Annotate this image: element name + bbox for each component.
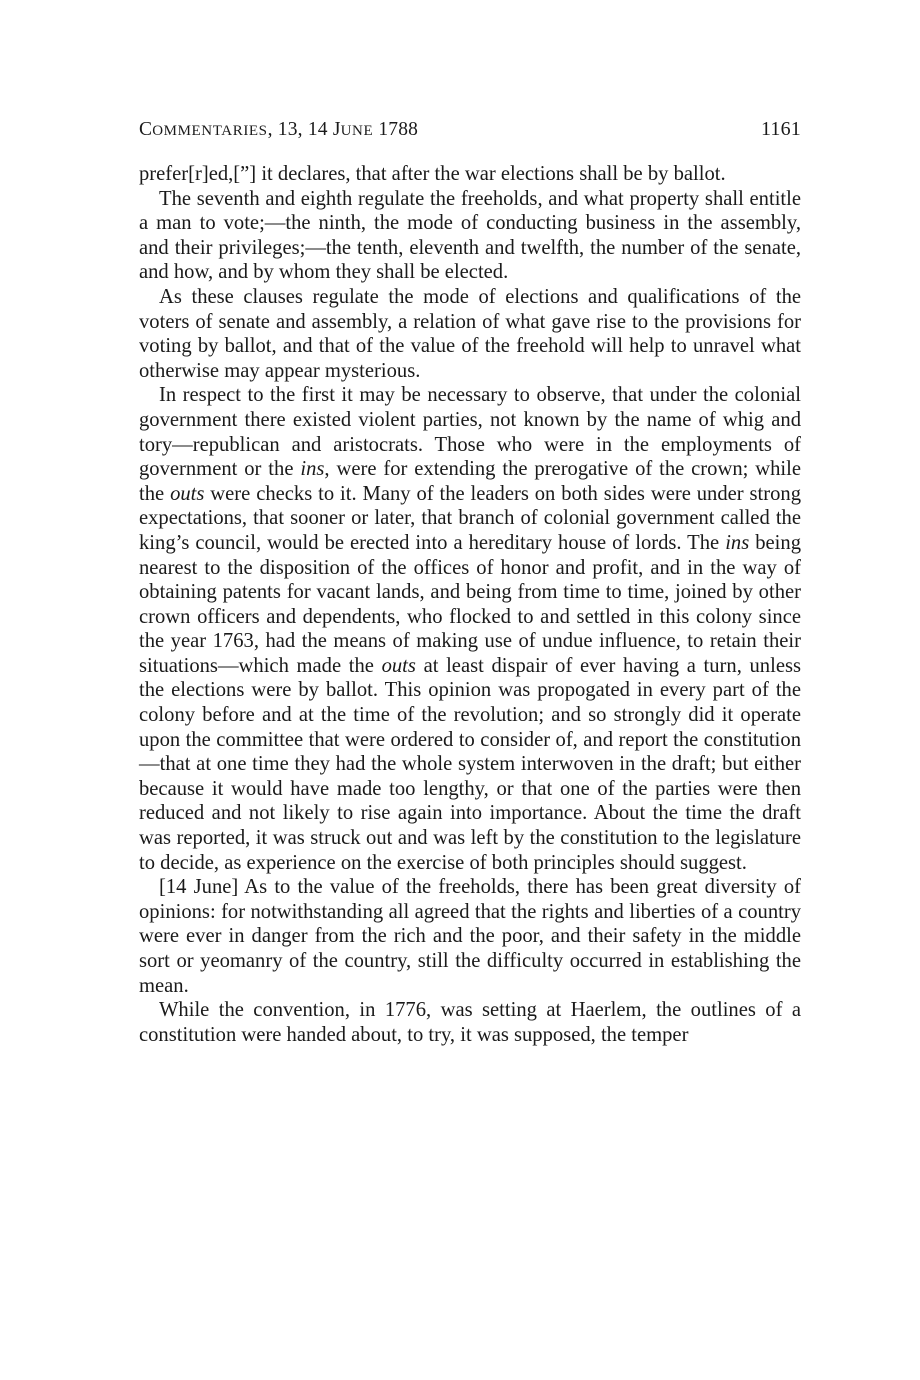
paragraph [139,998,801,1047]
italic-term-ins: ins [725,531,750,554]
paragraph [139,187,801,285]
italic-term-ins: ins [300,458,325,481]
paragraph [139,285,801,383]
text-run: , were for extending the prerogative of the crown; while the [139,458,801,505]
text-run: being nearest to the disposition of the offices of honor and profit, and in the way of obtaining patents for vacant lands, and being from time to time, joined by other crown officers and dependents, who flocked to and settled in this colony since the year 1763, had the means of making use of undue influence, to retain their situations—which made the [139,531,801,677]
running-head-title [139,119,418,141]
title-year: 1788 [373,119,419,140]
italic-term-outs: outs [170,482,205,505]
text-run: [14 June] As to the value of the freeholds, there has been great diversity of opinions: for notwithstanding all agreed that the rights and liberties of a country were ever in danger from the rich and the poor, and their safety in the middle sort or yeomanry of the country, still the difficulty occurred in establishing the mean. [139,876,801,997]
page-number: 1161 [760,118,801,140]
text-run: In respect to the first it may be necessary to observe, that under the colonial government there existed violent parties, not known by the name of whig and tory—republican and aristocrats. Those who were in the employments of government or the [139,384,801,481]
running-head [139,118,801,162]
document-page [139,118,801,1047]
title-initial: C [139,119,153,140]
title-numbers: , 13, 14 [267,119,333,140]
text-run: at least dispair of ever having a turn, unless the elections were by ballot. This opinion was propogated in every part of the colony before and at the time of the revolution; and so strongly did it operate upon the committee that were ordered to consider of, and report the constitution—that at one time they had the whole system interwoven in the draft; but either because it would have made too lengthy, or that one of the parties were then reduced and not likely to rise again into importance. About the time the draft was reported, it was struck out and was left by the constitution to the legislature to decide, as experience on the exercise of both principles should suggest. [139,654,801,874]
italic-term-outs: outs [381,654,416,677]
paragraph [139,162,801,187]
text-run: were checks to it. Many of the leaders on both sides were under strong expectations, that sooner or later, that branch of colonial government called the king’s council, would be erected into a hereditary house of lords. The [139,482,801,554]
text-run: As these clauses regulate the mode of elections and qualifications of the voters of senate and assembly, a relation of what gave rise to the provisions for voting by ballot, and that of the value of the freehold will help to unravel what otherwise may appear mysterious. [139,285,801,382]
title-month-initial: J [332,119,341,140]
title-smallcaps: OMMENTARIES [152,123,268,139]
text-run: prefer[r]ed,[”] it declares, that after the war elections shall be by ballot. [139,163,726,185]
title-month-smallcaps: UNE [340,123,374,139]
paragraph [139,383,801,875]
text-run: While the convention, in 1776, was setting at Haerlem, the outlines of a constitution were handed about, to try, it was supposed, the temper [139,999,801,1046]
body-text [139,162,801,1047]
text-run: The seventh and eighth regulate the freeholds, and what property shall entitle a man to vote;—the ninth, the mode of conducting business in the assembly, and their privileges;—the tenth, eleventh and twelfth, the number of the senate, and how, and by whom they shall be elected. [139,187,801,284]
paragraph [139,875,801,998]
